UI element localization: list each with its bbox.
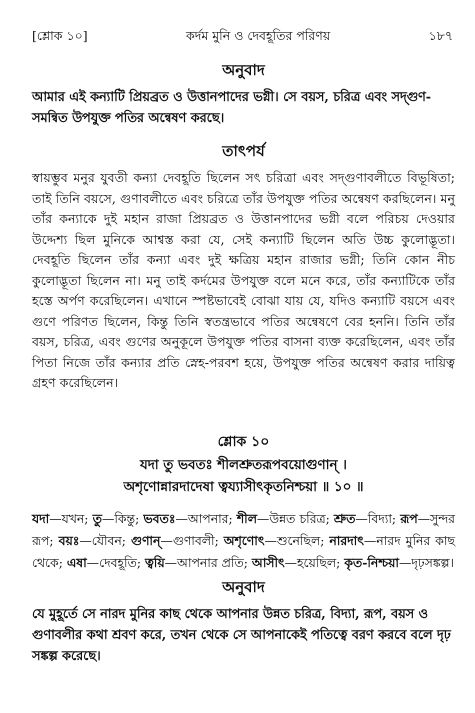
synonym-word: ত্বয়ি (144, 554, 165, 570)
synonym-word: আসীৎ (251, 554, 285, 570)
synonym-word: শীল (236, 510, 257, 526)
word-synonyms (32, 508, 455, 574)
synonym-meaning: —দেবহূতি; (86, 554, 145, 570)
running-head (32, 28, 455, 48)
synonym-word: গুণান্ (130, 532, 161, 548)
synonym-word: কৃত-নিশ্চয়া (344, 554, 400, 570)
synonym-word: তু (92, 510, 102, 526)
synonym-meaning: —আপনার প্রতি; (164, 554, 252, 570)
verse-line-1: যদা তু ভবতঃ শীলশ্রুতরূপবয়োগুণান্ । (140, 456, 347, 473)
synonym-meaning: —কিন্তু; (101, 510, 144, 526)
synonym-meaning: —আপনার; (175, 510, 237, 526)
synonym-meaning: —শুনেছিল; (264, 532, 330, 548)
synonym-meaning: —সুন্দর রূপ; (32, 510, 455, 548)
synonym-word: ভবতঃ (143, 510, 176, 526)
page-number: ১৮৭ (428, 28, 453, 43)
synonym-meaning: —যখন; (49, 510, 93, 526)
synonym-word: নারদাৎ (329, 532, 364, 548)
synonym-meaning: —উন্নত চরিত্র; (256, 510, 334, 526)
synonym-word: অশৃণোৎ (223, 532, 265, 548)
purport-heading: তাৎপর্য (222, 142, 265, 160)
synonym-meaning: —বিদ্যা; (355, 510, 401, 526)
translation-text-2: যে মুহূর্তে সে নারদ মুনির কাছ থেকে আপনার উন্নত চরিত্র, বিদ্যা, রূপ, বয়স ও গুণাবলীর কথা শ্রবণ করে, তখন থেকে সে আপনাকেই পতিত্বে বরণ করবে বলে দৃঢ় সঙ্কল্প করেছে। (32, 606, 451, 664)
synonym-word: বয়ঃ (58, 532, 80, 548)
translation-text: আমার এই কন্যাটি প্রিয়ব্রত ও উত্তানপাদের ভগ্নী। সে বয়স, চরিত্র এবং সদ্‌গুণ-সমন্বিত উপযুক্ত পতির অন্বেষণ করছে। (32, 90, 432, 126)
synonym-meaning: —যৌবন; (79, 532, 131, 548)
synonym-meaning: —নারদ মুনির কাছ থেকে; (32, 532, 455, 570)
synonym-word: রূপ (400, 510, 418, 526)
translation-heading: অনুবাদ (222, 61, 265, 79)
verse-reference: [শ্লোক ১০] (32, 28, 88, 43)
chapter-title: কর্দম মুনি ও দেবহূতির পরিণয় (186, 28, 331, 43)
synonym-word: শ্রুত (333, 510, 356, 526)
verse-line-2: অশৃণোন্নারদাদেষা ত্বয্যাসীৎকৃতনিশ্চয়া ॥ ১০ ॥ (123, 478, 364, 495)
synonym-word: যদা (32, 510, 50, 526)
synonym-meaning: —গুণাবলী; (160, 532, 224, 548)
synonym-meaning: —হয়েছিল; (284, 554, 345, 570)
translation-heading-2: অনুবাদ (222, 577, 265, 596)
verse-label: শ্লোক ১০ (217, 433, 270, 450)
synonym-meaning: —দৃঢ়সঙ্কল্প। (399, 554, 454, 570)
purport-text: স্বায়ম্ভুব মনুর যুবতী কন্যা দেবহূতি ছিলেন সৎ চরিত্রা এবং সদ্‌গুণাবলীতে বিভূষিতা; তাই তিনি বয়সে, গুণাবলীতে এবং চরিত্রে তাঁর উপযুক্ত পতির অন্বেষণ করছিলেন। মনু তাঁর কন্যাকে দুই মহান রাজা প্রিয়ব্রত ও উত্তানপাদের ভগ্নী বলে পরিচয় দেওয়ার উদ্দেশ্য ছিল মুনিকে আশ্বস্ত করা যে, সেই কন্যাটি ছিলেন অতি উচ্চ কুলোদ্ভূতা। দেবহূতি ছিলেন তাঁর কন্যা এবং দুই ক্ষত্রিয় মহান রাজার ভগ্নী; তিনি কোন নীচ কুলোদ্ভূতা ছিলেন না। মনু তাই কর্দমের উপযুক্ত বলে মনে করে, তাঁর কন্যাটিকে তাঁর হস্তে অর্পণ করেছিলেন। এখানে স্পষ্টভাবেই বোঝা যায় যে, যদিও কন্যাটি বয়সে এবং গুণে পরিণত ছিলেন, কিন্তু তিনি স্বতন্ত্রভাবে পতির অন্বেষণে বের হননি। তিনি তাঁর বয়স, চরিত্র, এবং গুণের অনুকূলে উপযুক্ত পতির বাসনা ব্যক্ত করেছিলেন, এবং তাঁর পিতা নিজে তাঁর কন্যার প্রতি স্নেহ-পরবশ হয়ে, উপযুক্ত পতির অন্বেষণ করার দায়িত্ব গ্রহণ করেছিলেন। (32, 170, 455, 390)
synonym-word: এষা (66, 554, 87, 570)
